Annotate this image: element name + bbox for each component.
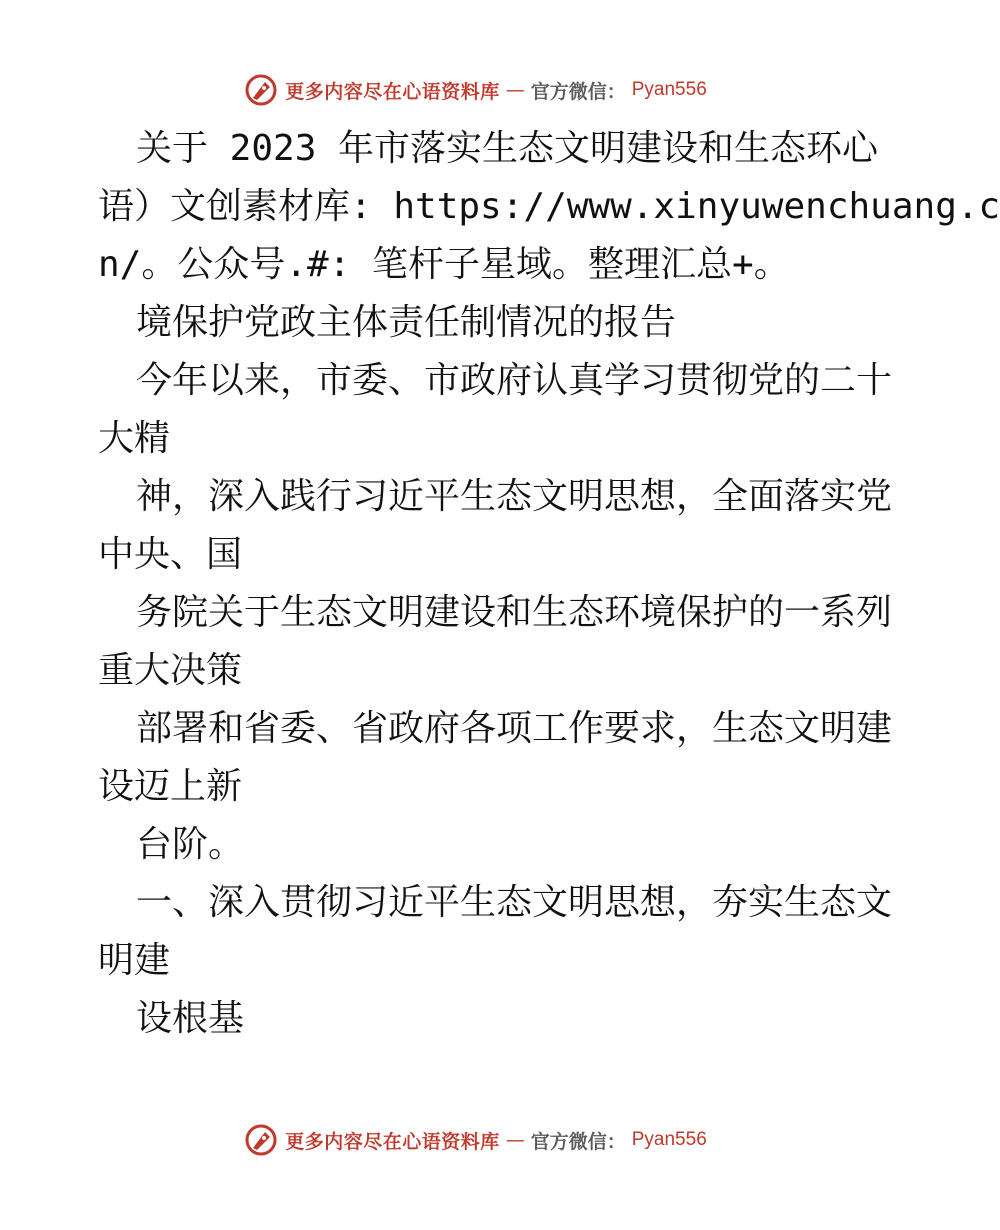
text-line: 语）文创素材库: https://www.xinyuwenchuang.c <box>98 186 1000 227</box>
wechat-id: Pyan556 <box>631 79 707 100</box>
promo-text: 更多内容尽在心语资料库 <box>285 1130 500 1153</box>
text-line: 一、深入贯彻习近平生态文明思想，夯实生态文 <box>136 882 893 923</box>
pen-nib-logo-icon <box>243 1122 279 1158</box>
text-line: 设根基 <box>136 998 245 1039</box>
text-line: 重大决策 <box>98 650 243 691</box>
official-label: 官方微信： <box>530 1130 626 1153</box>
document-body <box>98 120 1000 1048</box>
text-line: 设迈上新 <box>98 766 243 807</box>
wechat-id: Pyan556 <box>631 1129 707 1150</box>
text-line: 中央、国 <box>98 534 243 575</box>
pen-nib-logo-icon <box>243 72 279 108</box>
official-label: 官方微信： <box>530 80 626 103</box>
text-line: 神，深入践行习近平生态文明思想，全面落实党 <box>136 476 893 517</box>
text-line: n/。公众号.#: 笔杆子星域。整理汇总+。 <box>98 244 790 285</box>
text-line: 境保护党政主体责任制情况的报告 <box>136 302 677 343</box>
text-line: 部署和省委、省政府各项工作要求，生态文明建 <box>136 708 893 749</box>
text-line: 明建 <box>98 940 171 981</box>
separator: — <box>505 1129 525 1151</box>
text-line: 务院关于生态文明建设和生态环境保护的一系列 <box>136 592 893 633</box>
text-line: 今年以来，市委、市政府认真学习贯彻党的二十 <box>136 360 893 401</box>
text-line: 关于 2023 年市落实生态文明建设和生态环心 <box>136 128 879 169</box>
promo-text: 更多内容尽在心语资料库 <box>285 80 500 103</box>
footer-watermark <box>0 1122 950 1158</box>
text-line: 台阶。 <box>136 824 245 865</box>
separator: — <box>505 79 525 101</box>
text-line: 大精 <box>98 418 171 459</box>
header-watermark <box>0 72 950 108</box>
